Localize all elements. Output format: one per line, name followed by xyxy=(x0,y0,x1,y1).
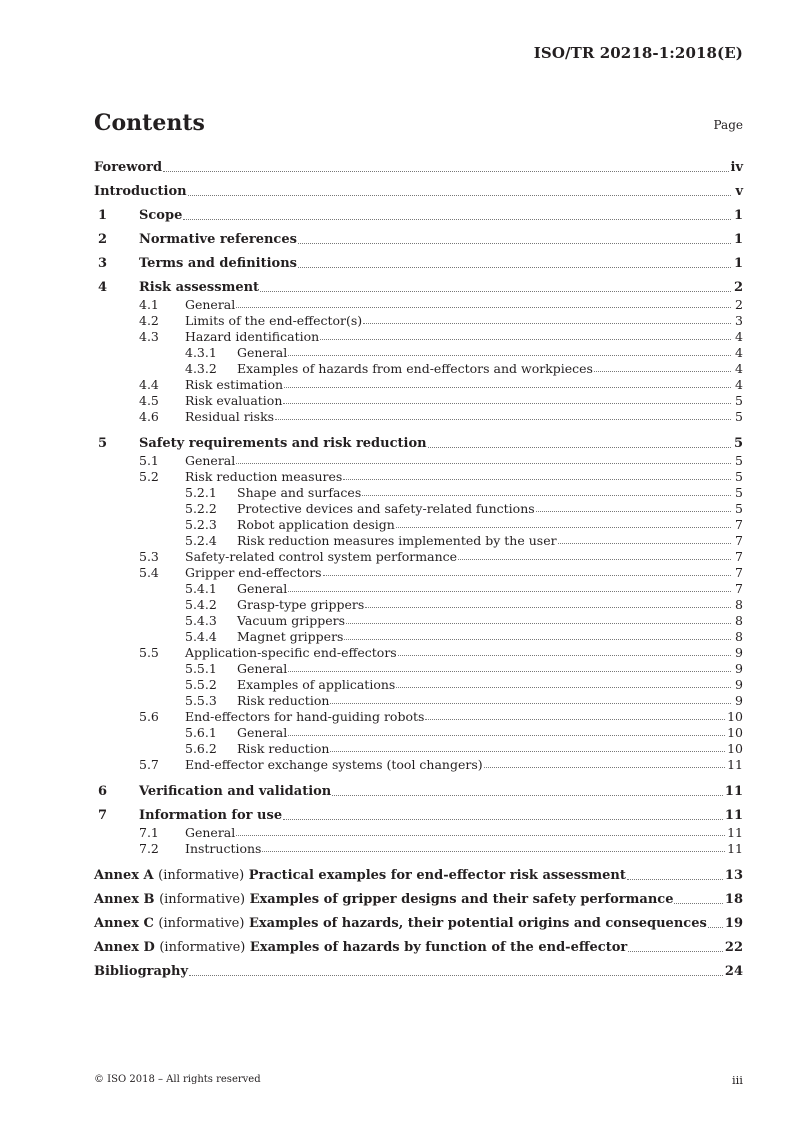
toc-entry-number: 4.3.2 xyxy=(185,361,217,376)
annex-label: Annex B xyxy=(94,892,155,907)
toc-entry-title: Application-specific end-effectors xyxy=(185,645,397,660)
toc-entry-number: 5.6.1 xyxy=(185,725,217,740)
toc-entry-number: 5.4.4 xyxy=(185,629,217,644)
toc-entry-number: 5.2.2 xyxy=(185,501,217,516)
toc-entry-page: 7 xyxy=(735,533,743,548)
annex-label: Annex A xyxy=(94,868,154,883)
toc-entry-title: Safety requirements and risk reduction xyxy=(139,436,427,451)
toc-entry-page: 4 xyxy=(735,361,743,376)
toc-entry[interactable] xyxy=(94,956,743,980)
toc-entry-number: 1 xyxy=(98,208,108,223)
toc-entry[interactable] xyxy=(94,224,743,248)
toc-entry-page: 2 xyxy=(735,297,743,312)
toc-entry-number: 5.1 xyxy=(139,453,159,468)
toc-entry-number: 4.3 xyxy=(139,329,159,344)
dot-leader xyxy=(288,355,731,356)
toc-entry-number: 5 xyxy=(98,436,108,451)
toc-entry-title: Normative references xyxy=(139,232,297,247)
toc-entry[interactable] xyxy=(94,312,743,328)
toc-entry[interactable] xyxy=(94,628,743,644)
toc-entry-number: 4.2 xyxy=(139,313,159,328)
toc-entry-page: 8 xyxy=(735,597,743,612)
toc-entry-title: Risk estimation xyxy=(185,377,284,392)
toc-entry-page: 1 xyxy=(733,256,743,271)
toc-entry-title: Residual risks xyxy=(185,409,275,424)
toc-entry-title: Risk evaluation xyxy=(185,393,283,408)
toc-entry-number: 5.4.2 xyxy=(185,597,217,612)
toc-entry-page: 5 xyxy=(733,436,743,451)
dot-leader xyxy=(283,819,723,820)
toc-entry-page: 11 xyxy=(724,784,743,799)
toc-entry[interactable] xyxy=(94,200,743,224)
dot-leader xyxy=(332,795,723,796)
toc-entry-title xyxy=(94,892,673,908)
dot-leader xyxy=(558,543,731,544)
dot-leader xyxy=(288,591,731,592)
toc-entry-number: 7.2 xyxy=(139,841,159,856)
toc-entry-number: 5.2.3 xyxy=(185,517,217,532)
toc-entry-title: Risk assessment xyxy=(139,280,260,295)
toc-entry[interactable] xyxy=(94,776,743,800)
toc-entry-page: 10 xyxy=(727,741,743,756)
toc-entry-number: 6 xyxy=(98,784,108,799)
page-column-label: Page xyxy=(713,118,743,132)
toc-entry-title: Instructions xyxy=(185,841,262,856)
dot-leader xyxy=(284,387,731,388)
toc-entry-page: 18 xyxy=(724,892,743,907)
toc-entry-title: General xyxy=(237,725,288,740)
toc-entry-number: 5.2 xyxy=(139,469,159,484)
toc-entry-page: 8 xyxy=(735,613,743,628)
toc-entry-number: 5.2.1 xyxy=(185,485,217,500)
toc-entry-title: General xyxy=(185,825,236,840)
toc-entry[interactable] xyxy=(94,708,743,724)
toc-entry[interactable] xyxy=(94,376,743,392)
toc-entry[interactable] xyxy=(94,248,743,272)
toc-entry-number: 5.5 xyxy=(139,645,159,660)
toc-entry[interactable] xyxy=(94,580,743,596)
toc-entry-title: General xyxy=(185,453,236,468)
dot-leader xyxy=(484,767,725,768)
dot-leader xyxy=(262,851,725,852)
toc-entry[interactable] xyxy=(94,596,743,612)
dot-leader xyxy=(628,951,723,952)
toc-entry-page: v xyxy=(735,184,743,199)
toc-entry-title xyxy=(94,940,627,956)
toc-entry-page: 11 xyxy=(727,825,743,840)
dot-leader xyxy=(236,307,731,308)
dot-leader xyxy=(396,527,731,528)
toc-entry-title: Examples of applications xyxy=(237,677,396,692)
toc-entry-page: 3 xyxy=(735,313,743,328)
toc-entry-title: Robot application design xyxy=(237,517,395,532)
toc-entry-title: Risk reduction xyxy=(237,741,330,756)
toc-entry-page: 10 xyxy=(727,725,743,740)
toc-entry[interactable] xyxy=(94,176,743,200)
toc-entry-page: 1 xyxy=(733,232,743,247)
toc-entry[interactable] xyxy=(94,724,743,740)
annex-title: Examples of gripper designs and their safety performance xyxy=(249,892,674,907)
toc-entry-title: General xyxy=(185,297,236,312)
toc-entry-page: 22 xyxy=(724,940,743,955)
toc-entry-title: Introduction xyxy=(94,184,187,199)
dot-leader xyxy=(627,879,723,880)
toc-entry-page: 1 xyxy=(733,208,743,223)
toc-entry[interactable] xyxy=(94,548,743,564)
dot-leader xyxy=(344,639,731,640)
dot-leader xyxy=(536,511,731,512)
toc-entry-title: End-effectors for hand-guiding robots xyxy=(185,709,425,724)
dot-leader xyxy=(188,195,731,196)
toc-entry-number: 7.1 xyxy=(139,825,159,840)
toc-entry[interactable] xyxy=(94,800,743,824)
dot-leader xyxy=(458,559,731,560)
toc-entry-title: Bibliography xyxy=(94,964,189,979)
toc-entry-title: Gripper end-effectors xyxy=(185,565,322,580)
toc-entry-number: 2 xyxy=(98,232,108,247)
dot-leader xyxy=(163,171,728,172)
dot-leader xyxy=(323,575,731,576)
toc-entry[interactable] xyxy=(94,660,743,676)
toc-entry-page: 2 xyxy=(733,280,743,295)
toc-entry-number: 4.4 xyxy=(139,377,159,392)
dot-leader xyxy=(275,419,731,420)
toc-entry-title: End-effector exchange systems (tool changers) xyxy=(185,757,483,772)
toc-entry-page: 5 xyxy=(735,453,743,468)
toc-entry-number: 7 xyxy=(98,808,108,823)
toc-entry[interactable] xyxy=(94,272,743,296)
toc-annex-entry[interactable] xyxy=(94,860,743,884)
dot-leader xyxy=(343,479,731,480)
toc-entry-number: 5.4 xyxy=(139,565,159,580)
toc-entry-number: 5.6 xyxy=(139,709,159,724)
dot-leader xyxy=(398,655,731,656)
toc-entry[interactable] xyxy=(94,360,743,376)
annex-informative: (informative) xyxy=(159,892,246,907)
dot-leader xyxy=(288,671,731,672)
toc-entry-page: 11 xyxy=(724,808,743,823)
toc-entry-title xyxy=(94,868,626,884)
annex-informative: (informative) xyxy=(159,940,246,955)
toc-entry-page: 9 xyxy=(735,693,743,708)
annex-label: Annex D xyxy=(94,940,155,955)
toc-entry-number: 5.4.3 xyxy=(185,613,217,628)
toc-entry-number: 4.3.1 xyxy=(185,345,217,360)
dot-leader xyxy=(298,243,731,244)
toc-entry-title: Risk reduction measures xyxy=(185,469,343,484)
dot-leader xyxy=(330,703,731,704)
toc-entry-page: 7 xyxy=(735,549,743,564)
toc-entry[interactable] xyxy=(94,692,743,708)
toc-entry[interactable] xyxy=(94,516,743,532)
toc-entry-title: Verification and validation xyxy=(139,784,332,799)
copyright-notice: © ISO 2018 – All rights reserved xyxy=(94,1074,261,1085)
toc-entry-title: Shape and surfaces xyxy=(237,485,362,500)
toc-entry-number: 5.5.3 xyxy=(185,693,217,708)
toc-entry-page: 19 xyxy=(724,916,743,931)
dot-leader xyxy=(396,687,731,688)
toc-entry-number: 4 xyxy=(98,280,108,295)
toc-entry-title: Information for use xyxy=(139,808,283,823)
page-title: Contents xyxy=(94,110,205,136)
toc-entry-page: 4 xyxy=(735,377,743,392)
toc-entry-title: Protective devices and safety-related functions xyxy=(237,501,535,516)
dot-leader xyxy=(236,835,725,836)
toc-entry-title: Magnet grippers xyxy=(237,629,344,644)
dot-leader xyxy=(425,719,725,720)
toc-entry-page: iv xyxy=(730,160,743,175)
toc-entry-title: General xyxy=(237,581,288,596)
toc-entry-page: 9 xyxy=(735,677,743,692)
dot-leader xyxy=(330,751,725,752)
toc-entry-title: Risk reduction xyxy=(237,693,330,708)
toc-entry[interactable] xyxy=(94,756,743,772)
toc-entry-page: 7 xyxy=(735,581,743,596)
toc-entry[interactable] xyxy=(94,564,743,580)
toc-entry-number: 5.7 xyxy=(139,757,159,772)
toc-entry-page: 13 xyxy=(724,868,743,883)
toc-entry-title: Examples of hazards from end-effectors and workpieces xyxy=(237,361,593,376)
dot-leader xyxy=(183,219,731,220)
dot-leader xyxy=(346,623,731,624)
toc-entry-number: 5.4.1 xyxy=(185,581,217,596)
toc-entry-page: 4 xyxy=(735,345,743,360)
toc-entry-page: 10 xyxy=(727,709,743,724)
dot-leader xyxy=(365,607,731,608)
toc-entry-page: 9 xyxy=(735,645,743,660)
toc-entry[interactable] xyxy=(94,824,743,840)
annex-informative: (informative) xyxy=(158,868,245,883)
toc-entry-title: Hazard identification xyxy=(185,329,320,344)
toc-entry[interactable] xyxy=(94,296,743,312)
dot-leader xyxy=(236,463,731,464)
toc-entry-page: 7 xyxy=(735,517,743,532)
dot-leader xyxy=(298,267,731,268)
toc-entry-number: 5.5.1 xyxy=(185,661,217,676)
toc-entry-page: 5 xyxy=(735,393,743,408)
dot-leader xyxy=(189,975,723,976)
dot-leader xyxy=(363,323,731,324)
annex-informative: (informative) xyxy=(158,916,245,931)
annex-label: Annex C xyxy=(94,916,154,931)
document-reference: ISO/TR 20218-1:2018(E) xyxy=(533,44,743,62)
toc-entry-title: Risk reduction measures implemented by the user xyxy=(237,533,557,548)
toc-entry-title: General xyxy=(237,661,288,676)
toc-entry-page: 11 xyxy=(727,841,743,856)
toc-entry-number: 5.6.2 xyxy=(185,741,217,756)
toc-entry-page: 5 xyxy=(735,501,743,516)
toc-entry-number: 5.5.2 xyxy=(185,677,217,692)
table-of-contents xyxy=(94,152,743,980)
toc-entry-page: 8 xyxy=(735,629,743,644)
toc-entry[interactable] xyxy=(94,152,743,176)
dot-leader xyxy=(362,495,731,496)
toc-annex-entry[interactable] xyxy=(94,884,743,908)
annex-title: Examples of hazards by function of the end-effector xyxy=(249,940,628,955)
toc-entry-number: 4.6 xyxy=(139,409,159,424)
toc-entry-title: Vacuum grippers xyxy=(237,613,346,628)
dot-leader xyxy=(260,291,731,292)
toc-entry-title: Safety-related control system performance xyxy=(185,549,458,564)
toc-entry[interactable] xyxy=(94,328,743,344)
dot-leader xyxy=(320,339,731,340)
toc-entry-page: 5 xyxy=(735,469,743,484)
toc-entry-number: 5.3 xyxy=(139,549,159,564)
toc-entry[interactable] xyxy=(94,392,743,408)
toc-entry[interactable] xyxy=(94,676,743,692)
toc-entry-title: Limits of the end-effector(s) xyxy=(185,313,363,328)
dot-leader xyxy=(428,447,731,448)
toc-entry-title: Scope xyxy=(139,208,183,223)
toc-entry[interactable] xyxy=(94,408,743,424)
toc-entry-title: General xyxy=(237,345,288,360)
dot-leader xyxy=(708,927,723,928)
toc-entry-title: Grasp-type grippers xyxy=(237,597,365,612)
dot-leader xyxy=(288,735,725,736)
toc-entry-number: 5.2.4 xyxy=(185,533,217,548)
toc-entry-page: 4 xyxy=(735,329,743,344)
toc-entry-number: 3 xyxy=(98,256,108,271)
dot-leader xyxy=(594,371,731,372)
toc-entry-title: Terms and definitions xyxy=(139,256,297,271)
toc-entry[interactable] xyxy=(94,740,743,756)
toc-entry[interactable] xyxy=(94,468,743,484)
annex-title: Examples of hazards, their potential origins and consequences xyxy=(248,916,707,931)
toc-entry-title: Foreword xyxy=(94,160,163,175)
toc-entry-page: 5 xyxy=(735,485,743,500)
toc-entry[interactable] xyxy=(94,532,743,548)
dot-leader xyxy=(283,403,731,404)
toc-entry-page: 11 xyxy=(727,757,743,772)
toc-entry[interactable] xyxy=(94,452,743,468)
toc-entry-page: 7 xyxy=(735,565,743,580)
toc-entry-number: 4.1 xyxy=(139,297,159,312)
toc-entry[interactable] xyxy=(94,840,743,856)
toc-entry[interactable] xyxy=(94,500,743,516)
toc-annex-entry[interactable] xyxy=(94,908,743,932)
toc-entry-page: 5 xyxy=(735,409,743,424)
toc-entry[interactable] xyxy=(94,484,743,500)
toc-entry-page: 24 xyxy=(724,964,743,979)
toc-annex-entry[interactable] xyxy=(94,932,743,956)
toc-entry[interactable] xyxy=(94,344,743,360)
annex-title: Practical examples for end-effector risk assessment xyxy=(248,868,626,883)
toc-entry-page: 9 xyxy=(735,661,743,676)
toc-entry[interactable] xyxy=(94,612,743,628)
toc-entry-title xyxy=(94,916,707,932)
toc-entry[interactable] xyxy=(94,644,743,660)
dot-leader xyxy=(674,903,722,904)
toc-entry[interactable] xyxy=(94,428,743,452)
page-number: iii xyxy=(731,1073,743,1087)
toc-entry-number: 4.5 xyxy=(139,393,159,408)
